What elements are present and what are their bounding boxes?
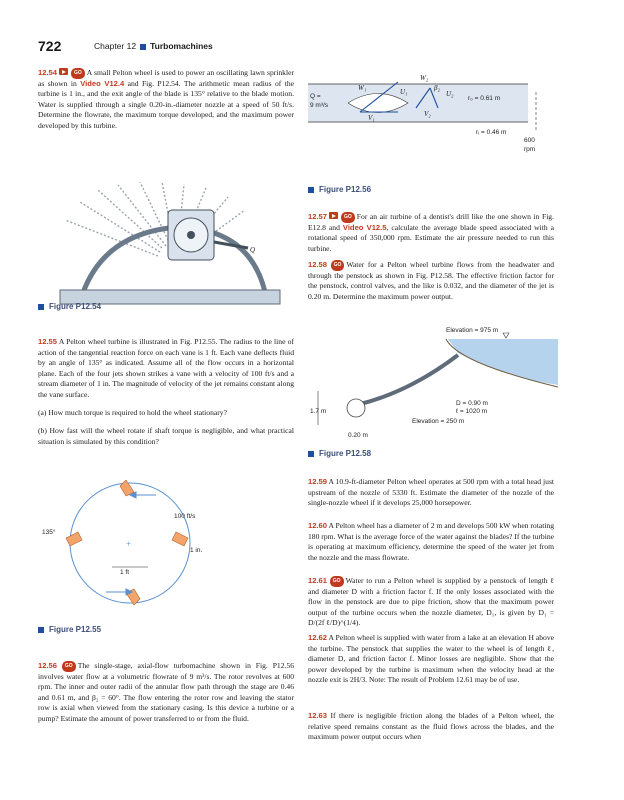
go-badge: GO [62, 661, 76, 672]
go-badge: GO [330, 576, 344, 587]
problem-text: For an air turbine of a dentist's drill like the one shown in Fig. E12.8 and [308, 212, 554, 232]
spray-jets [65, 182, 245, 256]
flowrate-label: Q = [310, 93, 321, 100]
square-bullet-icon [140, 44, 146, 50]
problem-text: A Pelton wheel turbine is illustrated in Fig. P12.55. The radius to the line of action of the tangential reaction force on each vane is 1 ft. Each vane deflects fluid by an angle of 135° as indicated. Assume all of the flow occurs in a horizontal plane. Each of the four jets shown strikes a vane with a velocity of 100 ft/s and a stream diameter of 1 in. The magnitude of velocity of the jet remains constant along the vane surface. [38, 337, 295, 399]
problem-number: 12.62 [308, 633, 328, 642]
chapter-label: Chapter 12 [94, 41, 137, 51]
problem-12-59 [308, 477, 554, 509]
figure-caption-p12-54 [38, 302, 101, 311]
problem-12-58 [308, 260, 554, 302]
problem-number: 12.60 [308, 521, 328, 530]
problem-12-61 [308, 576, 554, 629]
figure-p12-56 [308, 62, 598, 172]
figure-p12-54 [40, 182, 290, 307]
caption-text: Figure P12.56 [319, 185, 372, 194]
problem-number: 12.56 [38, 661, 58, 670]
problem-12-63 [308, 711, 554, 743]
problem-text: A Pelton wheel has a diameter of 2 m and develops 500 kW when rotating 180 rpm. What is the average force of the water against the blades? If the turbine is operating at maximum efficiency, determine the speed of the water jet from the nozzle and the mass flowrate. [308, 521, 555, 562]
water-surface-icon [503, 333, 509, 338]
vane-angle-label: 135° [42, 529, 56, 536]
nozzle-height-label: 1.7 m [310, 408, 327, 415]
problem-number: 12.58 [308, 260, 328, 269]
problem-text: If there is negligible friction along the blades of a Pelton wheel, the relative speed remains constant as the fluid flows across the blades, and the maximum power output occurs when [308, 711, 554, 742]
go-badge: GO [71, 68, 85, 79]
problem-12-56 [38, 661, 294, 725]
jet-speed-label: 100 ft/s [174, 513, 196, 520]
problem-text: A small Pelton wheel is used to power an oscillating lawn sprinkler as shown in [38, 68, 294, 88]
problem-text: Water to run a Pelton wheel is supplied by a penstock of length ℓ and diameter D with a friction factor f. If the only losses associated with the flow in the penstock are due to pipe friction, show that the maximum power output of the turbine occurs when the nozzle diameter, D₁, is given by D₁ = D/(2f ℓ/D)^(1/4). [308, 576, 554, 628]
reservoir [448, 339, 558, 385]
pelton-wheel [347, 399, 365, 417]
figure-caption-p12-58 [308, 449, 371, 458]
caption-text: Figure P12.58 [319, 449, 372, 458]
problem-12-60 [308, 521, 554, 563]
u1-label: U₁ [400, 88, 408, 96]
problem-number: 12.54 [38, 68, 58, 77]
problem-number: 12.57 [308, 212, 328, 221]
caption-text: Figure P12.54 [49, 302, 102, 311]
problem-number: 12.55 [38, 337, 58, 346]
wheel-center-icon: + [126, 539, 132, 549]
rpm-value: 600 [524, 137, 535, 144]
problem-12-55-b: (b) How fast will the wheel rotate if shaft torque is negligible, and what practical situation is simulated by this condition? [38, 426, 294, 446]
tailwater-elevation-label: Elevation = 250 m [412, 418, 465, 425]
problem-12-62 [308, 633, 554, 686]
radius-label: 1 ft [120, 569, 130, 576]
inner-radius-label: rᵢ = 0.46 m [476, 129, 507, 136]
problem-number: 12.59 [308, 477, 328, 486]
page-header [38, 38, 598, 56]
headwater-elevation-label: Elevation = 975 m [446, 327, 499, 334]
chapter-title: Turbomachines [150, 41, 213, 51]
problem-number: 12.61 [308, 576, 328, 585]
problem-12-57 [308, 212, 554, 254]
rpm-unit: rpm [524, 146, 536, 153]
problem-text: and Fig. P12.54. The arithmetic mean radius of the turbine is 1 in., and the exit angle of the blade is 135° relative to the blade motion. Water is supplied through a single 0.20-in.-diameter nozzle at a speed of 50 ft/s. Determine the flowrate, the maximum torque developed, and the maximum power developed by this turbine. [38, 78, 294, 130]
caption-text: Figure P12.55 [49, 625, 102, 634]
penstock-diameter-label: D = 0.90 m [456, 400, 488, 407]
page-number: 722 [38, 38, 62, 54]
figure-caption-p12-56 [308, 185, 371, 194]
w2-label: W₂ [420, 74, 429, 82]
flowrate-value: 9 m³/s [310, 102, 329, 109]
figure-p12-55 [38, 480, 288, 620]
problem-number: 12.63 [308, 711, 328, 720]
flow-label-q: Q [250, 246, 256, 254]
problem-text: A Pelton wheel is supplied with water from a lake at an elevation H above the turbine. The penstock that supplies the water to the wheel is of length ℓ, diameter D, and friction factor f. Minor losses are negligible. Show that the power developed by the turbine is maximum when the velocity head at the nozzle exit is 2H/3. Note: The result of Problem 12.61 may be of use. [308, 633, 554, 685]
penstock-pipe [356, 355, 458, 405]
go-badge: GO [331, 260, 345, 271]
square-bullet-icon [308, 451, 314, 457]
u2-label: U₂ [446, 90, 454, 98]
figure-p12-58 [308, 323, 558, 440]
video-link[interactable]: Video V12.4 [80, 78, 125, 88]
figure-caption-p12-55 [38, 625, 101, 634]
problem-12-55 [38, 337, 294, 401]
pelton-wheel-housing [168, 210, 214, 260]
beta2-label: β₂ [434, 84, 440, 92]
square-bullet-icon [38, 304, 44, 310]
penstock-length-label: ℓ = 1020 m [456, 408, 488, 415]
problem-12-54 [38, 68, 294, 132]
jet-diameter-label: 0.20 m [348, 432, 368, 439]
video-icon [329, 212, 338, 219]
annular-flow-path [308, 84, 528, 122]
problem-text: A 10.9-ft-diameter Pelton wheel operates at 500 rpm with a total head just upstream of the nozzle of 5330 ft. Estimate the diameter of the nozzle of the single-nozzle wheel if it develops 25,000 horsepower. [308, 477, 555, 508]
go-badge: GO [341, 212, 355, 223]
square-bullet-icon [38, 627, 44, 633]
w1-label: W₁ [358, 84, 367, 92]
v1-label: V₁ [368, 114, 375, 122]
v2-label: V₂ [424, 110, 431, 118]
video-icon [59, 68, 68, 75]
square-bullet-icon [308, 187, 314, 193]
video-link[interactable]: Video V12.5 [342, 222, 387, 232]
problem-text: , calculate the average blade speed associated with a rotational speed of 350,000 rpm. Estimate the air pressure needed to run this turbine. [308, 222, 554, 253]
problem-12-55-a: (a) How much torque is required to hold the wheel stationary? [38, 408, 227, 417]
outer-radius-label: r₀ = 0.61 m [468, 95, 501, 102]
running-head [94, 41, 213, 51]
problem-text: The single-stage, axial-flow turbomachine shown in Fig. P12.56 involves water flow at a volumetric flowrate of 9 m³/s. The rotor revolves at 600 rpm. The inner and outer radii of the annular flow path through the stage are 0.46 and 0.61 m, and β₂ = 60°. The flow entering the rotor row and leaving the stator row is axial when viewed from the stationary casing. Is this device a turbine or a pump? Estimate the amount of power transferred to or from the fluid. [38, 661, 294, 723]
jet-diameter-label: 1 in. [190, 547, 203, 554]
problem-text: Water for a Pelton wheel turbine flows from the headwater and through the penstock as shown in Fig. P12.58. The effective friction factor for the penstock, control valves, and the like is 0.032, and the diameter of the jet is 0.20 m. Determine the maximum power output. [308, 260, 554, 301]
